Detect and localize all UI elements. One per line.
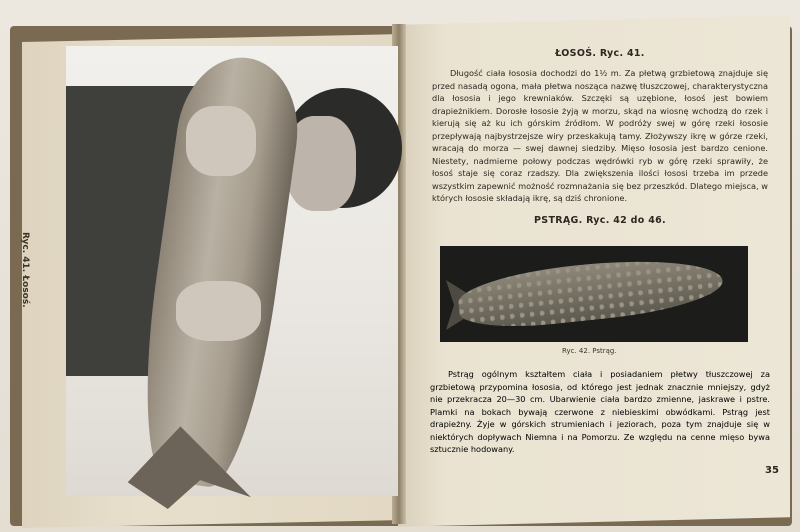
section-heading-trout: PSTRĄG. Ryc. 42 do 46. bbox=[534, 214, 666, 226]
figure-caption-trout: Ryc. 42. Pstrąg. bbox=[562, 347, 617, 355]
hand-upper bbox=[186, 106, 256, 176]
trout-photo bbox=[440, 246, 748, 342]
right-page-text bbox=[432, 48, 768, 234]
paragraph-trout: Pstrąg ogólnym kształtem ciała i posiadaniem płetwy tłuszczowej za grzbietową przypomina łososia, od którego jest jednak znacznie mniejszy, gdyż nie przekracza 20—30 cm. Ubarwienie ciała bardzo zmienne, jaskrawe i pstre. Plamki na bokach bywają czerwone z niebieskimi obwódkami. Pstrąg jest drapieżny. Żyje w górskich strumieniach i jeziorach, poza tym znajduje się w niektórych dopływach Niemna i na Pomorzu. Ze względu na cenne mięso bywa sztucznie hodowany. bbox=[430, 369, 770, 454]
page-number: 35 bbox=[765, 465, 779, 476]
paragraph-salmon: Długość ciała łososia dochodzi do 1½ m. Za płetwą grzbietową znajduje się przed nasadą ogona, mała płetwa nosząca nazwę tłuszczowej, charakterystyczna dla łososia i jego krewniaków. Szczęki są uzębione, łosoś jest bowiem drapieżnikiem. Dorosłe łososie żyją w morzu, skąd na wiosnę wchodzą do rzek i kierują się aż ku ich górskim źródłom. W podróży swej w górę rzeki łososie przepływają najbystrzejsze wiry przeskakują tamy. Złożywszy ikrę w górze rzeki, wracają do morza — swej dawnej siedziby. Mięso łososia jest bardzo cenione. Niestety, nadmierne połowy podczas wędrówki ryb w górę rzeki sprawiły, że łosoś staje się coraz rzadszy. Dla zwiększenia ilości łososi trzeba im przede wszystkim zapewnić możność rozmnażania się bez przeszkód. Dlatego miejsca, w których łososie składają ikrę, są dziś chronione. bbox=[432, 68, 768, 203]
trout-fish bbox=[456, 250, 725, 333]
paragraph-trout-container bbox=[430, 368, 770, 456]
salmon-photo bbox=[66, 46, 398, 496]
section-heading-salmon: ŁOSOŚ. Ryc. 41. bbox=[555, 48, 645, 59]
figure-caption-salmon: Ryc. 41. Łosoś. bbox=[20, 232, 30, 308]
hand-lower bbox=[176, 281, 261, 341]
